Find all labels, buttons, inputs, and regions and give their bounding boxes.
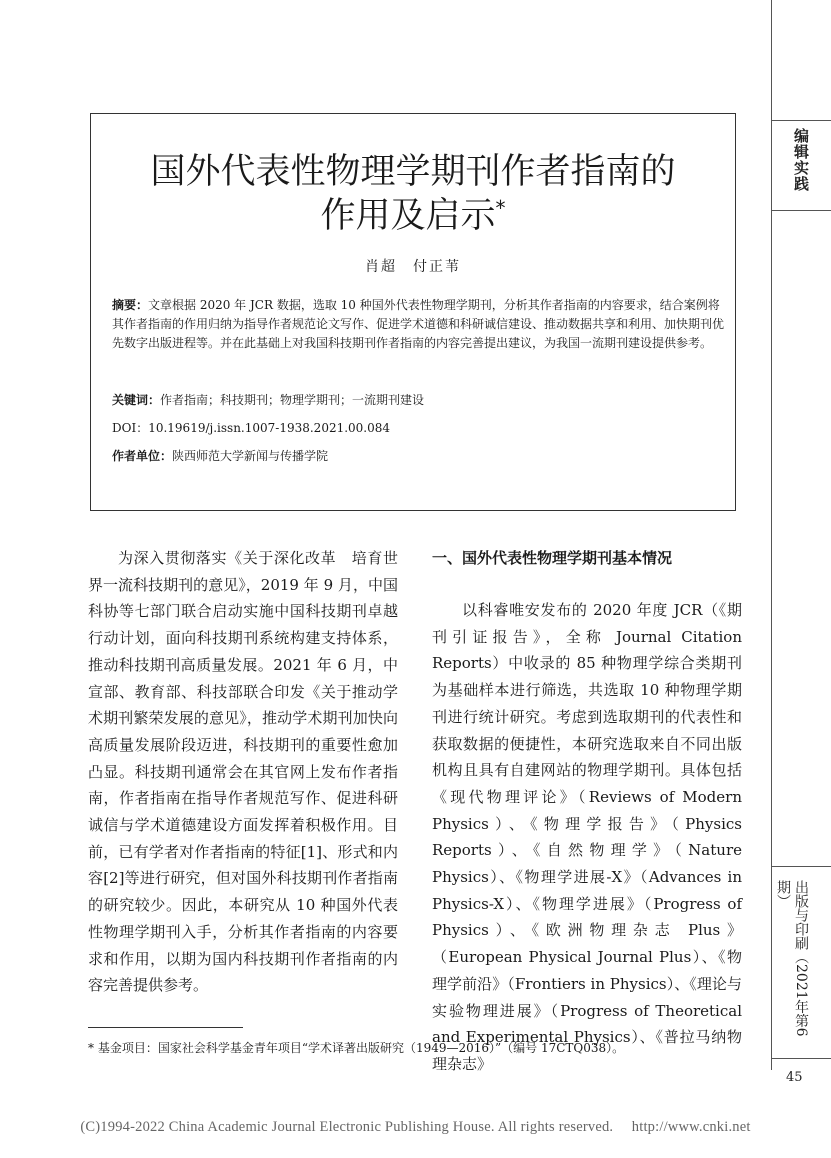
footnote: * 基金项目：国家社会科学基金青年项目“学术译著出版研究（1949—2016）”（编号 17CTQ038）。 bbox=[88, 1041, 625, 1055]
margin-rule bbox=[771, 0, 772, 1070]
authors: 肖超 付正苇 bbox=[365, 259, 461, 275]
abstract-text: 文章根据 2020 年 JCR 数据，选取 10 种国外代表性物理学期刊，分析其作者指南的内容要求，结合案例将其作者指南的作用归纳为指导作者规范论文写作、促进学术道德和科研诚信建设、推动数据共享和利用、加快期刊优先数字出版进程等。并在此基础上对我国科技期刊作者指南的内容完善提出建议，为我国一流期刊建设提供参考。 bbox=[112, 298, 725, 350]
article-title-line2-text: 作用及启示 bbox=[320, 196, 496, 236]
keywords-text: 作者指南；科技期刊；物理学期刊；一流期刊建设 bbox=[160, 393, 425, 407]
affiliation-text: 陕西师范大学新闻与传播学院 bbox=[172, 449, 329, 463]
keywords bbox=[112, 391, 724, 410]
article-title-line1: 国外代表性物理学期刊作者指南的 bbox=[150, 152, 676, 192]
column-tag: 编辑实践 bbox=[792, 128, 810, 192]
margin-rule-journal-bottom bbox=[771, 1058, 831, 1059]
page-number: 45 bbox=[786, 1070, 803, 1085]
affiliation bbox=[112, 447, 724, 466]
body-left-column bbox=[88, 545, 398, 999]
intro-paragraph: 为深入贯彻落实《关于深化改革 培育世界一流科技期刊的意见》，2019 年 9 月，中国科协等七部门联合启动实施中国科技期刊卓越行动计划，面向科技期刊系统构建支持体系，推动科技期刊高质量发展。2021 年 6 月，中宣部、教育部、科技部联合印发《关于推动学术期刊繁荣发展的意见》，推动学术期刊加快向高质量发展阶段迈进，科技期刊的重要性愈加凸显。科技期刊通常会在其官网上发布作者指南，作者指南在指导作者规范写作、促进科研诚信与学术道德建设方面发挥着积极作用。目前，已有学者对作者指南的特征[1]、形式和内容[2]等进行研究，但对国外科技期刊作者指南的研究较少。因此，本研究从 10 种国外代表性物理学期刊入手，分析其作者指南的内容要求和作用，以期为国内科技期刊作者指南的内容完善提供参考。 bbox=[88, 549, 398, 995]
affiliation-label: 作者单位： bbox=[112, 449, 173, 463]
journal-issue-label: 出版与印刷（2021年第6期） bbox=[775, 880, 809, 1037]
doi: DOI：10.19619/j.issn.1007-1938.2021.00.084 bbox=[112, 421, 391, 435]
margin-rule-top bbox=[771, 120, 831, 121]
keywords-label: 关键词： bbox=[112, 393, 161, 407]
margin-rule-journal-top bbox=[771, 866, 831, 867]
abstract-label: 摘要： bbox=[112, 298, 149, 312]
abstract bbox=[112, 296, 724, 353]
article-title-line2 bbox=[100, 194, 726, 238]
section-heading: 一、国外代表性物理学期刊基本情况 bbox=[432, 549, 673, 567]
section-paragraph: 以科睿唯安发布的 2020 年度 JCR（《期刊引证报告》，全称 Journal Citation Reports）中收录的 85 种物理学综合类期刊为基础样本进行筛选，共选取 10 种物理学期刊进行统计研究。考虑到选取期刊的代表性和获取数据的便捷性，本研究选取来自不同出版机构且具有自建网站的物理学期刊。具体包括《现代物理评论》（Reviews of Modern Physics）、《物理学报告》（Physics Reports）、《自然物理学》（Nature Physics）、《物理学进展-X》（Advances in Physics-X）、《物理学进展》（Progress of Physics）、《欧洲物理杂志 Plus》（European Physical Journal Plus）、《物理学前沿》（Frontiers in Physics）、《理论与实验物理进展》（Progress of Theoretical and Experimental Physics）、《普拉马纳物理杂志》 bbox=[432, 601, 742, 1073]
body-right-column bbox=[432, 545, 742, 1078]
footnote-rule bbox=[88, 1027, 243, 1028]
margin-rule-tag-bottom bbox=[771, 210, 831, 211]
title-footnote-mark: * bbox=[495, 196, 506, 220]
copyright-notice: (C)1994-2022 China Academic Journal Electronic Publishing House. All rights reserved. http://www.cnki.net bbox=[80, 1119, 751, 1135]
